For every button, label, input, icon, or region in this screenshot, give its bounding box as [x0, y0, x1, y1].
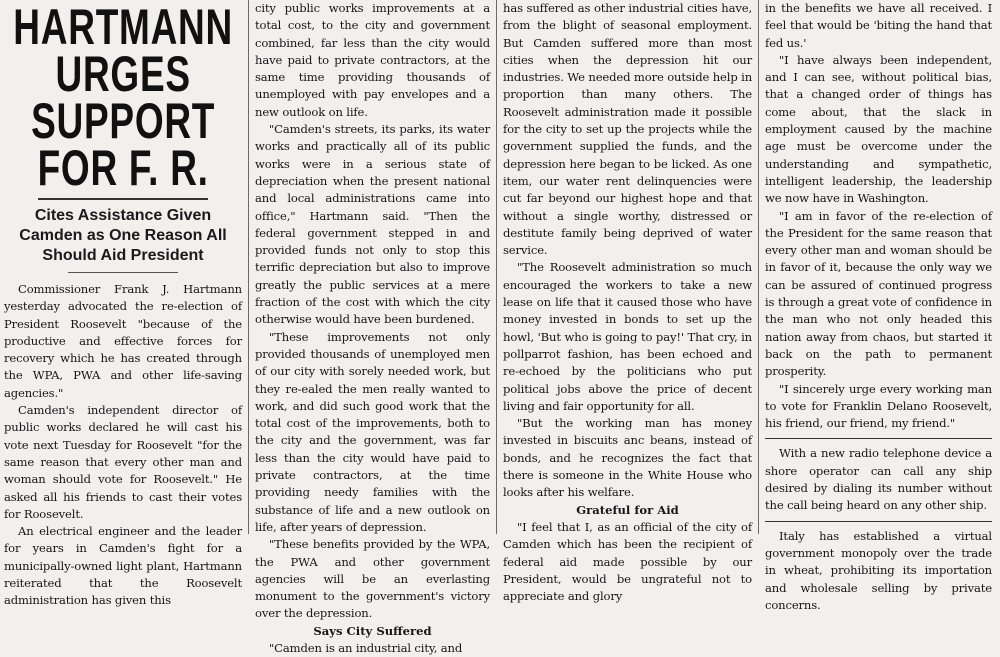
- article-paragraph: "These benefits provided by the WPA, the PWA and other government agencies will be an everlasting monument to the government's victory over the depression.: [255, 537, 490, 621]
- brief-separator: [765, 521, 992, 522]
- column-4-body: [765, 0, 992, 432]
- column-1: [2, 0, 248, 608]
- headline: HARTMANN URGES SUPPORT FOR F. R.: [13, 0, 233, 196]
- brief-text: Italy has established a virtual government monopoly over the trade in wheat, prohibiting its importation and wholesale selling by private concerns.: [765, 528, 992, 612]
- article-paragraph: "The Roosevelt administration so much encouraged the workers to take a new lease on life that it caused those who have money invested in bonds to set up the howl, 'But who is going to pay!' That cry, in pollparrot fashion, has been echoed and re-echoed by the politicians who put political jobs above the price of decent living and fair opportunity for all.: [503, 260, 752, 413]
- article-paragraph: "These improvements not only provided thousands of unemployed men of our city with sorely needed work, but they re-ealed the men really wanted to work, and did such good work that the total cost of the improvements, both to the city and the government, was far less than the city would have paid to private contractors, at the time providing needy families with the substance of life and a new outlook on life, after years of depression.: [255, 329, 490, 534]
- subhead: Says City Suffered: [313, 623, 432, 638]
- article-paragraph: Camden's independent director of public works declared he will cast his vote next Tuesday for Roosevelt "for the same reason that every other man and woman should vote for Roosevelt." He asked all his friends to cast their votes for Roosevelt.: [4, 403, 242, 521]
- article-paragraph: "I sincerely urge every working man to vote for Franklin Delano Roosevelt, his friend, our friend, my friend.": [765, 381, 992, 431]
- article-paragraph: in the benefits we have all received. I feel that would be 'biting the hand that fed us.': [765, 1, 992, 50]
- column-2: [248, 0, 496, 655]
- brief-radio-telephone: [765, 445, 992, 514]
- article-paragraph: "Camden is an industrial city, and: [269, 640, 463, 655]
- subhead: Grateful for Aid: [576, 502, 679, 517]
- article-paragraph: "Camden's streets, its parks, its water works and practically all of its public works were in a serious state of depreciation when the present national and local administrations came into office," Hartmann said. "Then the federal government stepped in and provided funds not only to stop this terrific depreciation but also to improve greatly the public services at a mere fraction of the cost with which the city otherwise would have been burdened.: [255, 122, 490, 327]
- deck-rule: [68, 272, 178, 273]
- deck-headline: Cites Assistance Given Camden as One Reason All Should Aid President: [19, 207, 227, 264]
- article-paragraph: "I am in favor of the re-election of the President for the same reason that every other man and woman should be in favor of it, because the only way we can be assured of continued progress is through a great vote of confidence in the man who not only headed this nation away from chaos, but started it back on the path to permanent prosperity.: [765, 208, 992, 379]
- article-paragraph: An electrical engineer and the leader for years in Camden's fight for a municipally-owned light plant, Hartmann reiterated that the Roosevelt administration has given this: [4, 524, 242, 608]
- article-paragraph: Commissioner Frank J. Hartmann yesterday advocated the re-election of President Roosevelt "because of the productive and effective forces for recovery which he has created through the WPA, PWA and other life-saving agencies.": [4, 282, 242, 400]
- column-2-body: [255, 0, 490, 657]
- brief-separator: [765, 438, 992, 439]
- column-3: [496, 0, 758, 604]
- brief-text: With a new radio telephone device a shore operator can call any ship desired by dialing its number without the call being heard on any other ship.: [765, 446, 992, 513]
- column-4: [758, 0, 998, 612]
- headline-rule: [38, 198, 208, 200]
- article-paragraph: "I feel that I, as an official of the city of Camden which has been the recipient of federal aid made possible by our President, would be ungrateful not to appreciate and glory: [503, 519, 752, 604]
- article-paragraph: has suffered as other industrial cities have, from the blight of seasonal employment. But Camden suffered more than most cities when the depression hit our industries. We needed more outside help in proportion than many others. The Roosevelt administration made it possible for the city to set up the projects while the government supplied the funds, and the depression here began to be licked. As one item, our water rent delinquencies were cut far beyond our highest hope and that without a single worthy, distressed or destitute family being deprived of water service.: [503, 1, 753, 258]
- article-paragraph: city public works improvements at a total cost, to the city and government combined, far less than the city would have paid to private contractors, at the same time providing thousands of unemployed with pay envelopes and a new outlook on life.: [255, 1, 490, 119]
- column-3-body: [503, 0, 752, 605]
- article-paragraph: "But the working man has money invested in biscuits anc beans, instead of bonds, and he recognizes the fact that there is someone in the White House who looks after his welfare.: [503, 416, 752, 500]
- article-paragraph: "I have always been independent, and I can see, without political bias, that a changed order of things has come about, that the slack in employment caused by the machine age must be overcome under the understanding and sympathetic, intelligent leadership, the leadership we now have in Washington.: [765, 52, 992, 206]
- column-1-body: [4, 281, 242, 610]
- brief-italy-wheat: [765, 528, 992, 614]
